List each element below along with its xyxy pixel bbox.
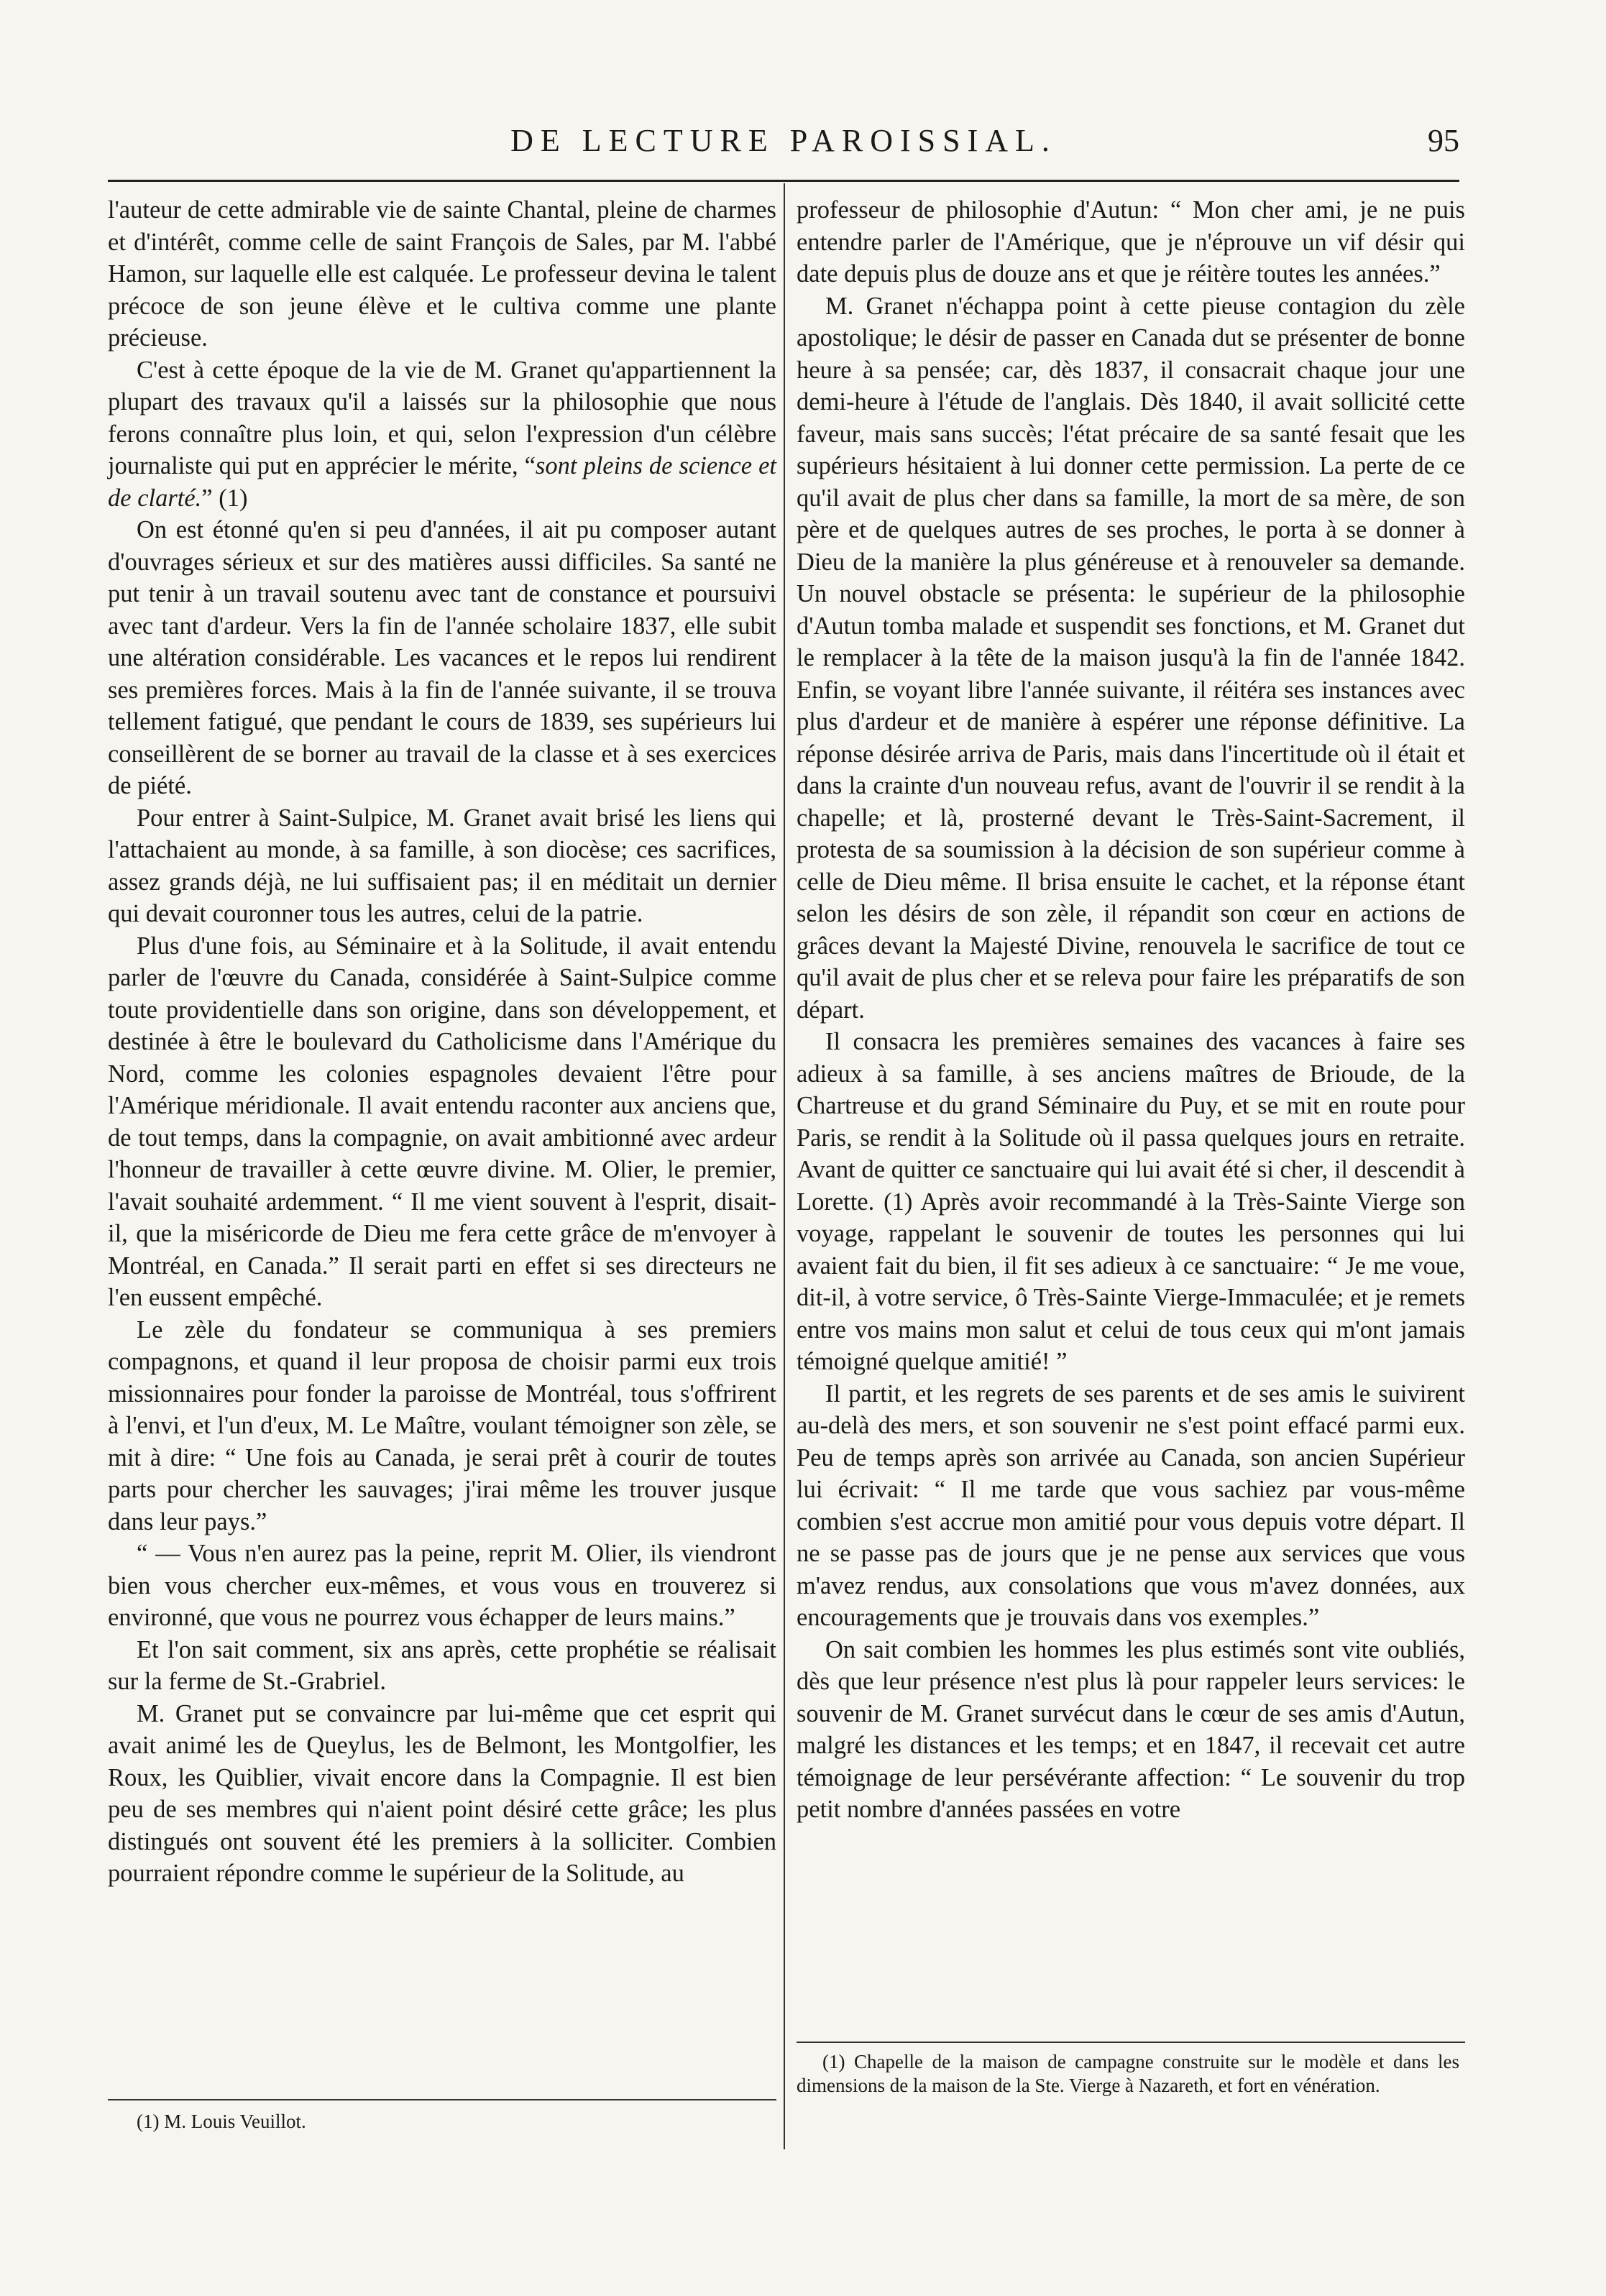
paragraph: professeur de philosophie d'Autun: “ Mon cher ami, je ne puis entendre parler de l'Amérique, que je n'éprouve un vif désir qui date depuis plus de douze ans et que je réitère toutes les années.”: [797, 196, 1465, 288]
paragraph: l'auteur de cette admirable vie de sainte Chantal, pleine de charmes et d'intérêt, comme celle de saint François de Sales, par M. l'abbé Hamon, sur laquelle elle est calquée. Le professeur devina le talent précoce de son jeune élève et le cultiva comme une plante précieuse.: [108, 196, 776, 352]
footnote-ref: ” (1): [201, 484, 248, 512]
right-column: [797, 194, 1465, 1826]
paragraph: Le zèle du fondateur se communiqua à ses premiers compagnons, et quand il leur proposa de choisir parmi eux trois missionnaires pour fonder la paroisse de Montréal, tous s'offrirent à l'envi, et l'un d'eux, M. Le Maître, voulant témoigner son zèle, se mit à dire: “ Une fois au Canada, je serai prêt à courir de toutes parts pour chercher les sauvages; j'irai même les trouver jusque dans leur pays.”: [108, 1315, 776, 1535]
paragraph: “ — Vous n'en aurez pas la peine, reprit M. Olier, ils viendront bien vous chercher eux-mêmes, et vous vous en trouverez si environné, que vous ne pourrez vous échapper de leurs mains.”: [108, 1540, 776, 1631]
paragraph: Il partit, et les regrets de ses parents et de ses amis le suivirent au-delà des mers, et son souvenir ne s'est point effacé parmi eux. Peu de temps après son arrivée au Canada, son ancien Supérieur lui écrivait: “ Il me tarde que vous sachiez par vous-même combien s'est accrue mon amitié pour vous depuis votre départ. Il ne se passe pas de jours que je ne pense aux services que vous m'avez rendus, aux consolations que vous m'avez données, aux encouragements que je trouvais dans vos exemples.”: [797, 1379, 1465, 1631]
paragraph: M. Granet n'échappa point à cette pieuse contagion du zèle apostolique; le désir de passer en Canada dut se présenter de bonne heure à sa pensée; car, dès 1837, il consacrait chaque jour une demi-heure à l'étude de l'anglais. Dès 1840, il avait sollicité cette faveur, mais sans succès; l'état précaire de sa santé fesait que les supérieurs hésitaient à lui donner cette permission. La perte de ce qu'il avait de plus cher dans sa famille, la mort de sa mère, de son père et de quelques autres de ses proches, le porta à se donner à Dieu de la manière la plus généreuse et à renouveler sa demande. Un nouvel obstacle se présenta: le supérieur de la philosophie d'Autun tomba malade et suspendit ses fonctions, et M. Granet dut le remplacer à la tête de la maison jusqu'à la fin de l'année 1842. Enfin, se voyant libre l'année suivante, il réitéra ses instances avec plus d'ardeur et de manière à espérer une réponse définitive. La réponse désirée arriva de Paris, mais dans l'incertitude où il était et dans la crainte d'un nouveau refus, avant de l'ouvrir il se rendit à la chapelle; et là, prosterné devant le Très-Saint-Sacrement, il protesta de sa soumission à la décision de son supérieur comme à celle de Dieu même. Il brisa ensuite le cachet, et la réponse étant selon les désirs de son zèle, il répandit son cœur en actions de grâces devant la Majesté Divine, renouvela le sacrifice de tout ce qu'il avait de plus cher et se releva pour faire les préparatifs de son départ.: [797, 292, 1465, 1024]
paragraph: Et l'on sait comment, six ans après, cette prophétie se réalisait sur la ferme de St.-Grabriel.: [108, 1635, 776, 1695]
paragraph: Il consacra les premières semaines des vacances à faire ses adieux à sa famille, à ses anciens maîtres de Brioude, de la Chartreuse et du grand Séminaire du Puy, et se mit en route pour Paris, se rendit à la Solitude où il passa quelques jours en retraite. Avant de quitter ce sanctuaire qui lui avait été si cher, il descendit à Lorette. (1) Après avoir recommandé à la Très-Sainte Vierge son voyage, rappelant le souvenir de toutes les personnes qui lui avaient fait du bien, il fit ses adieux à ce sanctuaire: “ Je me voue, dit-il, à votre service, ô Très-Sainte Vierge-Immaculée; et je remets entre vos mains mon salut et celui de tous ceux qui m'ont jamais témoigné quelque amitié! ”: [797, 1028, 1465, 1375]
footnote-rule-right: [797, 2042, 1465, 2043]
paragraph: On est étonné qu'en si peu d'années, il ait pu composer autant d'ouvrages sérieux et sur des matières aussi difficiles. Sa santé ne put tenir à un travail soutenu avec tant de constance et poursuivi avec tant d'ardeur. Vers la fin de l'année scholaire 1837, elle subit une altération considérable. Les vacances et le repos lui rendirent ses premières forces. Mais à la fin de l'année suivante, il se trouva tellement fatigué, que pendant le cours de 1839, ses supérieurs lui conseillèrent de se borner au travail de la classe et à ses exercices de piété.: [108, 516, 776, 799]
paragraph: Pour entrer à Saint-Sulpice, M. Granet avait brisé les liens qui l'attachaient au monde, à sa famille, à son diocèse; ces sacrifices, assez grands déjà, ne lui suffisaient pas; il en méditait un dernier qui devait couronner tous les autres, celui de la patrie.: [108, 804, 776, 927]
footnote-left: (1) M. Louis Veuillot.: [137, 2111, 306, 2132]
running-title: DE LECTURE PAROISSIAL.: [510, 123, 1057, 158]
page-header: [108, 122, 1459, 173]
quote-italic: sont pleins de science et de clarté.: [108, 452, 776, 512]
paragraph: Plus d'une fois, au Séminaire et à la Solitude, il avait entendu parler de l'œuvre du Canada, considérée à Saint-Sulpice comme toute providentielle dans son origine, dans son développement, et destinée à être le boulevard du Catholicisme dans l'Amérique du Nord, comme les colonies espagnoles devaient l'être pour l'Amérique méridionale. Il avait entendu raconter aux anciens que, de tout temps, dans la compagnie, on avait ambitionné avec ardeur l'honneur de travailler à cette œuvre divine. M. Olier, le premier, l'avait souhaité ardemment. “ Il me vient souvent à l'esprit, disait-il, que la miséricorde de Dieu me fera cette grâce de m'envoyer à Montréal, en Canada.” Il serait parti en effet si ses directeurs ne l'en eussent empêché.: [108, 932, 776, 1311]
paragraph: M. Granet put se convaincre par lui-même que cet esprit qui avait animé les de Queylus, les de Belmont, les Montgolfier, les Roux, les Quiblier, vivait encore dans la Compagnie. Il est bien peu de ses membres qui n'aient point désiré cette grâce; les plus distingués ont souvent été les premiers à la solliciter. Combien pourraient répondre comme le supérieur de la Solitude, au: [108, 1699, 776, 1887]
page-number: 95: [1428, 123, 1459, 158]
left-column: [108, 194, 776, 1890]
paragraph: [108, 354, 776, 515]
paragraph: On sait combien les hommes les plus estimés sont vite oubliés, dès que leur présence n'est plus là pour rappeler leurs services: le souvenir de M. Granet survécut dans le cœur de ses amis d'Autun, malgré les distances et les temps; et en 1847, il recevait cet autre témoignage de leur persévérante affection: “ Le souvenir du trop petit nombre d'années passées en votre: [797, 1635, 1465, 1823]
paragraph-text: C'est à cette époque de la vie de M. Granet qu'appartiennent la plupart des travaux qu'il a laissés sur la philosophie que nous ferons connaître plus loin, et qui, selon l'expression d'un célèbre journaliste qui put en apprécier le mérite, “: [108, 356, 776, 479]
footnote-right: (1) Chapelle de la maison de campagne construite sur le modèle et dans les dimensions de la maison de la Ste. Vierge à Nazareth, et fort en vénération.: [797, 2051, 1459, 2096]
column-divider: [784, 183, 785, 2149]
header-rule: [108, 180, 1459, 182]
footnote-rule-left: [108, 2099, 776, 2100]
